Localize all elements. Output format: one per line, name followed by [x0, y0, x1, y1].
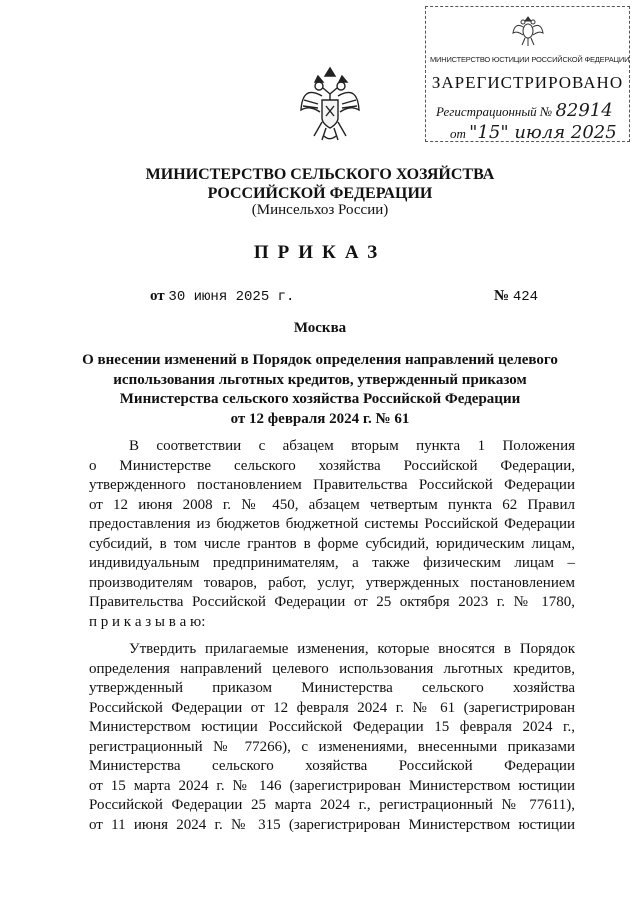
- document-title: [0, 351, 640, 429]
- stamp-date-value: "15" июля 2025: [469, 122, 617, 143]
- paragraph-line: от 11 июня 2024 г. № 315 (зарегистрирован Министерством юстиции: [89, 816, 575, 833]
- paragraph-line: от 12 июня 2008 г. № 450, абзацем четвертым пункта 62 Правил: [89, 496, 575, 513]
- paragraph-line: от 15 марта 2024 г. № 146 (зарегистрирован Министерством юстиции: [89, 777, 575, 794]
- registration-stamp: [425, 6, 630, 142]
- paragraph-line: индивидуальным предпринимателям, а также физическим лицам –: [89, 555, 575, 571]
- document-title-line1: О внесении изменений в Порядок определения направлений целевого: [82, 352, 558, 368]
- paragraph-preamble: [89, 437, 575, 632]
- paragraph-line: Министерства сельского хозяйства Российской Федерации: [89, 758, 575, 774]
- paragraph-line: Российской Федерации от 12 февраля 2024 г. № 61 (зарегистрирован: [89, 699, 575, 716]
- ministry-short-name: (Минсельхоз России): [251, 202, 389, 218]
- order-date-label: от: [150, 288, 165, 304]
- ministry-name-line1: МИНИСТЕРСТВО СЕЛЬСКОГО ХОЗЯЙСТВА: [145, 166, 495, 183]
- paragraph-line: о Министерстве сельского хозяйства Российской Федерации,: [89, 457, 575, 474]
- document-title-line3: Министерства сельского хозяйства Российской Федерации: [119, 391, 521, 407]
- order-number-value: 424: [512, 289, 539, 305]
- paragraph-line: Российской Федерации 25 марта 2024 г., регистрационный № 77611),: [89, 797, 575, 813]
- ministry-name: [0, 165, 640, 203]
- coat-of-arms-icon: [298, 66, 362, 144]
- stamp-reg-label: Регистрационный №: [436, 104, 553, 119]
- paragraph-line: субсидий, в том числе грантов в форме субсидий, юридическим лицам,: [89, 535, 575, 552]
- paragraph-line: производителям товаров, работ, услуг, утвержденных постановлением: [89, 574, 575, 591]
- stamp-registration-line: [436, 100, 613, 121]
- document-title-line4: от 12 февраля 2024 г. № 61: [230, 410, 410, 427]
- order-date-value: 30 июня 2025 г.: [168, 289, 295, 305]
- stamp-title: ЗАРЕГИСТРИРОВАНО: [431, 73, 624, 92]
- stamp-date-line: [450, 122, 617, 143]
- stamp-date-prefix: от: [450, 126, 466, 141]
- order-number: [494, 288, 538, 305]
- paragraph-line: регистрационный № 77266), с изменениями, внесенными приказами: [89, 738, 575, 755]
- stamp-organization: МИНИСТЕРСТВО ЮСТИЦИИ РОССИЙСКОЙ ФЕДЕРАЦИИ: [430, 55, 630, 64]
- order-date: [150, 288, 294, 305]
- paragraph-order: [89, 640, 575, 835]
- paragraph-line: п р и к а з ы в а ю:: [89, 613, 206, 630]
- order-title: ПРИКАЗ: [253, 242, 387, 263]
- city: Москва: [293, 320, 347, 336]
- paragraph-line: В соответствии с абзацем вторым пункта 1 Положения: [129, 438, 575, 454]
- paragraph-line: Правительства Российской Федерации от 25 октября 2023 г. № 1780,: [89, 594, 575, 610]
- ministry-name-line2: РОССИЙСКОЙ ФЕДЕРАЦИИ: [207, 185, 433, 202]
- paragraph-line: утвержденный приказом Министерства сельского хозяйства: [89, 680, 575, 696]
- paragraph-line: предоставления из бюджетов бюджетной системы Российской Федерации: [89, 516, 575, 532]
- paragraph-line: Утвердить прилагаемые изменения, которые вносятся в Порядок: [129, 641, 575, 657]
- paragraph-line: утвержденного постановлением Правительства Российской Федерации: [89, 477, 575, 493]
- paragraph-line: определения направлений целевого использования льготных кредитов,: [89, 660, 575, 677]
- stamp-emblem-icon: [511, 13, 545, 49]
- stamp-reg-number: 82914: [555, 100, 613, 121]
- document-title-line2: использования льготных кредитов, утвержденный приказом: [113, 371, 527, 388]
- order-number-label: №: [494, 288, 510, 304]
- paragraph-line: Министерством юстиции Российской Федерации 15 февраля 2024 г.,: [89, 719, 575, 735]
